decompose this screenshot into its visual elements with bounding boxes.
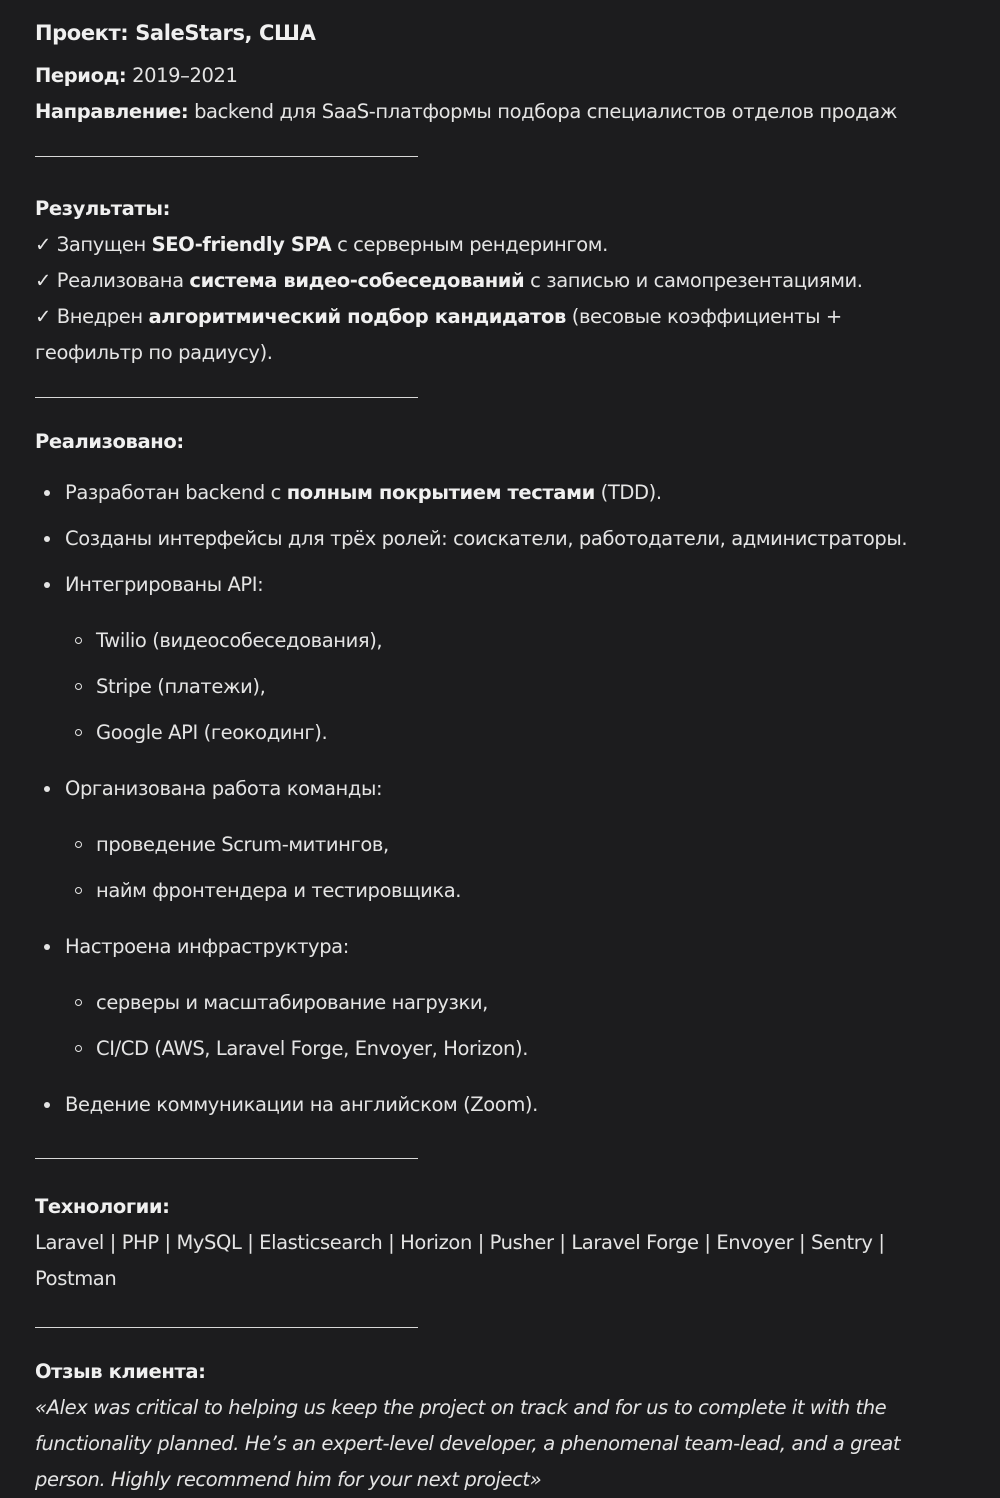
sub-list-item: серверы и масштабирование нагрузки,	[65, 980, 965, 1026]
result-text: ✓ Реализована	[35, 269, 190, 292]
divider	[35, 1158, 418, 1159]
divider	[35, 397, 418, 398]
sub-list	[65, 618, 965, 756]
list-item: Созданы интерфейсы для трёх ролей: соискатели, работодатели, администраторы.	[35, 516, 965, 562]
period-value: 2019–2021	[126, 64, 238, 87]
list-item	[35, 766, 965, 914]
result-text: с серверным рендерингом.	[331, 233, 608, 256]
sub-list-item: Twilio (видеособеседования),	[65, 618, 965, 664]
divider	[35, 156, 418, 157]
result-item	[35, 263, 965, 299]
result-text: (весовые коэффициенты + геофильтр по радиусу).	[35, 305, 842, 364]
sub-list	[65, 980, 965, 1072]
technologies-heading: Технологии:	[35, 1195, 170, 1218]
direction-value: backend для SaaS-платформы подбора специалистов отделов продаж	[188, 100, 897, 123]
item-text: Организована работа команды:	[65, 777, 383, 800]
sub-list-item: Google API (геокодинг).	[65, 710, 965, 756]
result-item	[35, 227, 965, 263]
sub-list-item: CI/CD (AWS, Laravel Forge, Envoyer, Horizon).	[65, 1026, 965, 1072]
sub-list	[65, 822, 965, 914]
list-item	[35, 924, 965, 1072]
result-bold: алгоритмический подбор кандидатов	[148, 305, 566, 328]
item-text: (TDD).	[594, 481, 662, 504]
direction-label: Направление:	[35, 100, 189, 123]
list-item	[35, 562, 965, 756]
project-title: Проект: SaleStars, США	[35, 21, 316, 45]
results-heading: Результаты:	[35, 197, 170, 220]
item-text: Настроена инфраструктура:	[65, 935, 349, 958]
list-item	[35, 470, 965, 516]
sub-list-item: найм фронтендера и тестировщика.	[65, 868, 965, 914]
result-text: с записью и самопрезентациями.	[524, 269, 863, 292]
implemented-heading: Реализовано:	[35, 430, 184, 453]
result-bold: SEO-friendly SPA	[151, 233, 332, 256]
review-quote: «Alex was critical to helping us keep the project on track and for us to complete it with the functionality planned. He’s an expert-level developer, a phenomenal team-lead, and a great person. Highly recommend him for your next project»	[35, 1396, 901, 1491]
divider	[35, 1327, 418, 1328]
technologies-list: Laravel | PHP | MySQL | Elasticsearch | Horizon | Pusher | Laravel Forge | Envoyer | Sentry | Postman	[35, 1231, 885, 1290]
period-line	[35, 58, 965, 94]
sub-list-item: проведение Scrum-митингов,	[65, 822, 965, 868]
period-label: Период:	[35, 64, 127, 87]
item-text: Интегрированы API:	[65, 573, 264, 596]
direction-line	[35, 94, 965, 130]
review-heading: Отзыв клиента:	[35, 1360, 206, 1383]
result-item	[35, 299, 915, 371]
item-bold: полным покрытием тестами	[286, 481, 595, 504]
item-text: Разработан backend с	[65, 481, 287, 504]
sub-list-item: Stripe (платежи),	[65, 664, 965, 710]
implemented-list	[35, 470, 965, 1128]
result-text: ✓ Запущен	[35, 233, 152, 256]
result-text: ✓ Внедрен	[35, 305, 149, 328]
result-bold: система видео-собеседований	[189, 269, 525, 292]
list-item: Ведение коммуникации на английском (Zoom).	[35, 1082, 965, 1128]
